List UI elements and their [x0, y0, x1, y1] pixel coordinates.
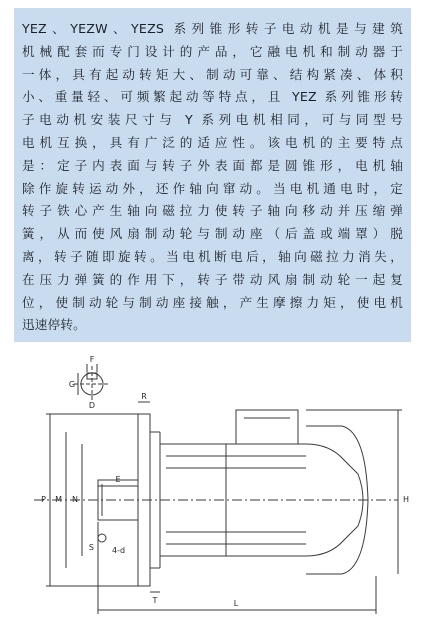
dim-label-g: G — [68, 380, 76, 389]
terminal-box — [236, 410, 298, 444]
description-line: 离，转子随即旋转。当电机断电后，轴向磁拉力消失， — [22, 248, 403, 264]
motor-housing — [160, 444, 363, 556]
description-line: 除作旋转运动外，还作轴向窜动。当电机通电时，定 — [22, 180, 403, 196]
dim-label-p: P — [41, 495, 46, 504]
dim-label-f: F — [89, 355, 95, 364]
description-line: 转子铁心产生轴向磁拉力使转子轴向移动并压缩弹 — [22, 203, 403, 219]
dim-label-holes: 4-d — [112, 546, 126, 555]
bolt-hole — [98, 534, 106, 542]
dim-label-n: N — [72, 495, 78, 504]
dim-label-s: S — [88, 543, 94, 552]
description-line: 在压力弹簧的作用下，转子带动风扇制动轮一起复 — [22, 271, 403, 287]
motor-dimension-drawing — [6, 352, 419, 628]
description-panel — [14, 8, 411, 342]
dim-label-l: L — [233, 599, 239, 608]
dim-label-d: D — [88, 401, 96, 410]
description-line: 簧，从而使风扇制动轮与制动座（后盖或端罩）脱 — [22, 226, 403, 242]
description-line: 子电动机安装尺寸与 Y 系列电机相同，可与同型号 — [22, 112, 403, 128]
description-line: 电机互换，具有广泛的适应性。该电机的主要特点 — [22, 134, 403, 150]
motor-drawing-svg — [6, 352, 419, 628]
dim-label-t: T — [152, 596, 158, 605]
description-text — [22, 18, 403, 337]
dim-label-r: R — [141, 392, 147, 401]
dim-label-e: E — [115, 475, 121, 484]
description-line: 迅速停转。 — [22, 317, 86, 333]
description-line: 一体，具有起动转矩大、制动可靠、结构紧凑、体积 — [22, 66, 403, 82]
description-line: 机械配套而专门设计的产品，它融电机和制动器于 — [22, 43, 403, 59]
dim-label-h: H — [402, 495, 410, 504]
dim-label-m: M — [55, 495, 62, 504]
description-line: 位，使制动轮与制动座接触，产生摩擦力矩，使电机 — [22, 294, 403, 310]
description-line: 小、重量轻、可频繁起动等特点，且 YEZ 系列锥形转 — [22, 89, 403, 105]
description-line: 是：定子内表面与转子外表面都是圆锥形，电机轴 — [22, 157, 403, 173]
description-line: YEZ、YEZW、YEZS 系列锥形转子电动机是与建筑 — [22, 21, 403, 36]
